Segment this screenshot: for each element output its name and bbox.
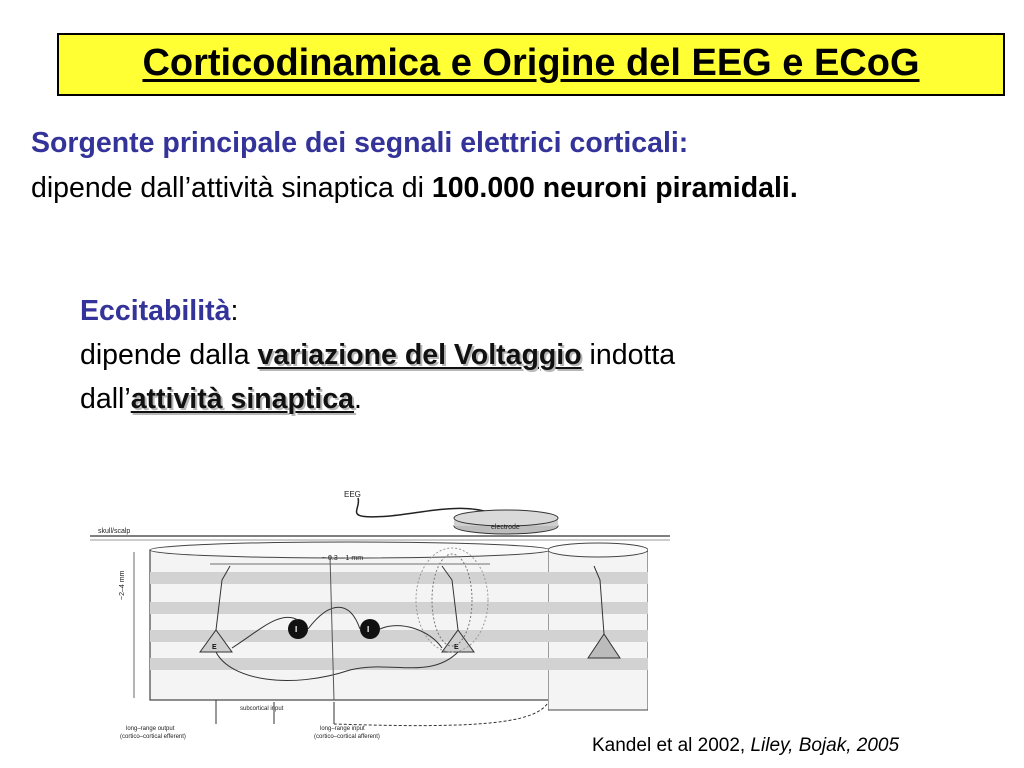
neuron-i-right <box>360 619 380 639</box>
input-label-1: long–range input <box>320 726 365 732</box>
citation-italic: Liley, Bojak, 2005 <box>750 735 900 756</box>
output-label-1: long–range output <box>126 726 175 732</box>
excitability-colon: : <box>230 295 239 327</box>
excitability-heading: Eccitabilità <box>80 295 231 327</box>
neuron-i-left <box>288 619 308 639</box>
input-label-2: (cortico–cortical afferent) <box>314 734 380 740</box>
synaptic-emphasis: attività sinaptica <box>130 383 355 415</box>
excitability-text3: dall’ <box>80 383 131 415</box>
paragraph-excitability <box>80 289 980 421</box>
electrode-label: electrode <box>491 524 520 531</box>
neuron-i-left-label: I <box>295 625 298 634</box>
neuron-e-right-label: E <box>454 644 459 651</box>
source-bold: 100.000 neuroni piramidali. <box>431 172 798 204</box>
neuron-i-right-label: I <box>367 625 370 634</box>
subcortical-label: subcortical input <box>240 706 284 712</box>
skull-label: skull/scalp <box>98 528 131 535</box>
citation-plain: Kandel et al 2002, <box>592 735 751 756</box>
voltage-emphasis: variazione del Voltaggio <box>257 339 582 371</box>
excitability-text1: dipende dalla <box>80 339 258 371</box>
source-text: dipende dall’attività sinaptica di <box>31 172 432 204</box>
excitability-text2: indotta <box>581 339 676 371</box>
width-label: ~ 0.3 – 1 mm <box>322 555 364 562</box>
cortex-diagram-side <box>548 480 648 742</box>
source-lead: Sorgente principale dei segnali elettrici corticali: <box>31 127 689 159</box>
title-box <box>57 33 1005 96</box>
depth-label: ~2–4 mm <box>119 570 126 600</box>
neuron-e-left-label: E <box>212 644 217 651</box>
slide-title: Corticodinamica e Origine del EEG e ECoG <box>142 42 920 84</box>
excitability-end: . <box>354 383 362 415</box>
citation <box>592 735 899 757</box>
eeg-label: EEG <box>344 490 361 499</box>
output-label-2: (cortico–cortical efferent) <box>120 734 186 740</box>
paragraph-source <box>31 121 991 211</box>
